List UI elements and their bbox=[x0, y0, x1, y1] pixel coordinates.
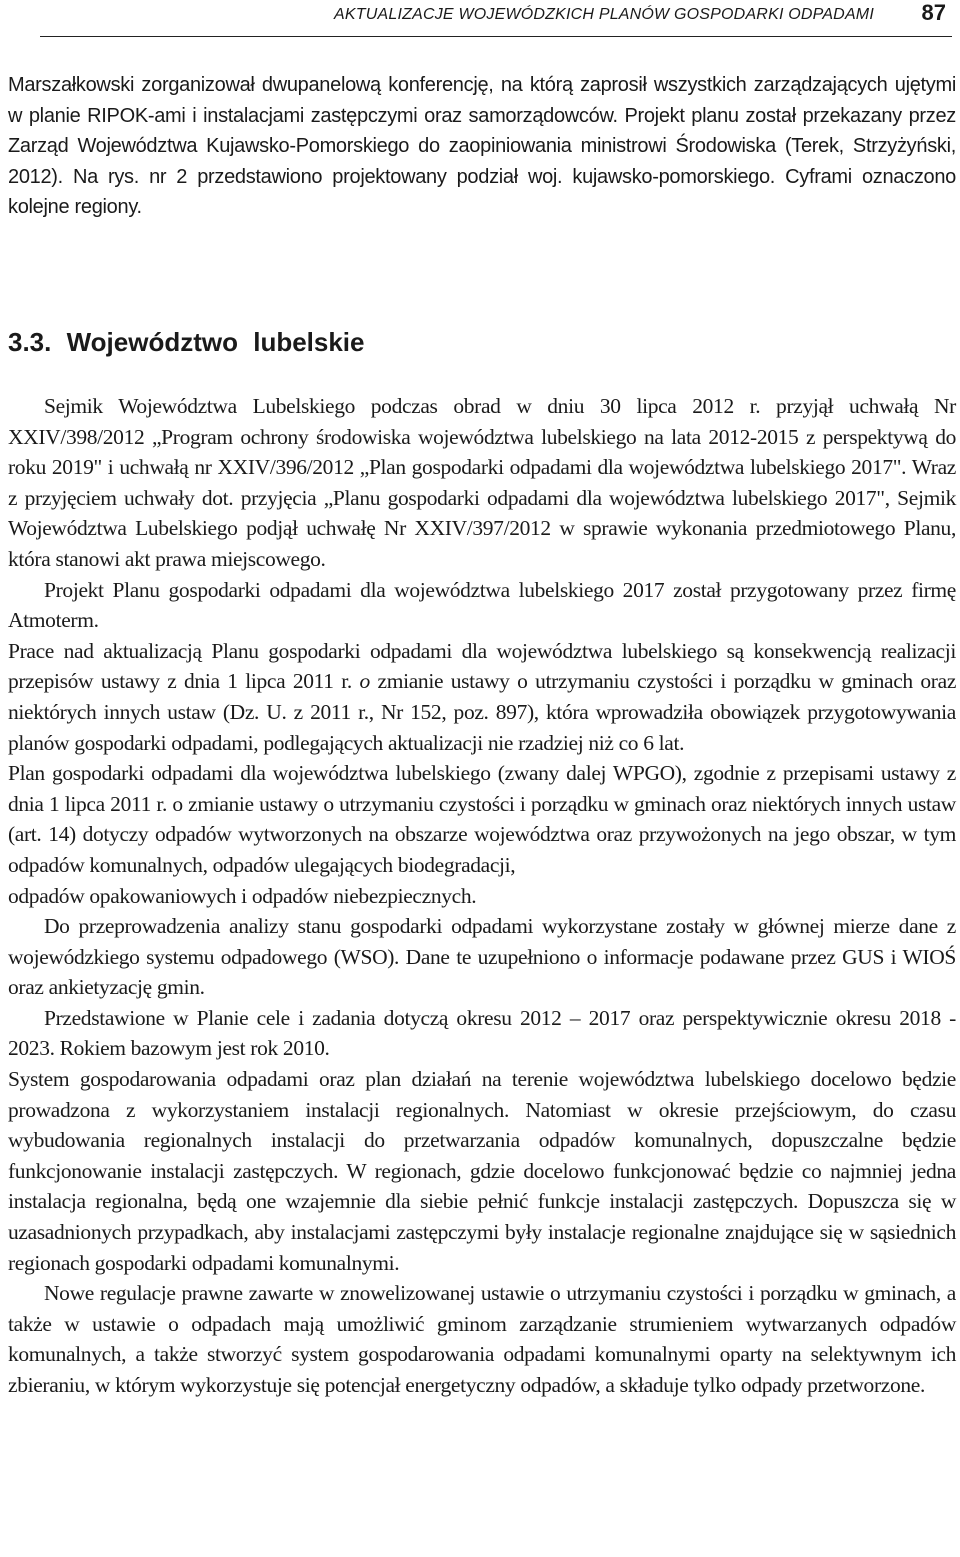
paragraph-prace-start: Prace nad aktualizacją Planu gospodarki odpadami dla województwa lubelskiego są konsekwencją realizacji przepisów ustawy z dnia 1 lipca 2011 r. bbox=[8, 638, 956, 694]
header-title: AKTUALIZACJE WOJEWÓDZKICH PLANÓW GOSPODARKI ODPADAMI bbox=[334, 6, 874, 23]
paragraph-analiza: Do przeprowadzenia analizy stanu gospodarki odpadami wykorzystane zostały w głównej mierze dane z wojewódzkiego systemu odpadowego (WSO). Dane te uzupełniono o informacje podawane przez GUS i WIOŚ oraz ankietyzację gmin. bbox=[8, 914, 956, 1000]
italic-o: o bbox=[359, 669, 370, 694]
section-title: Województwo lubelskie bbox=[66, 327, 365, 357]
paragraph-prace-end: zmianie ustawy o utrzymaniu czystości i porządku w gminach oraz niektórych innych ustaw (Dz. U. z 2011 r., Nr 152, poz. 897), która wprowadziła obowiązek przygotowywania planów gospodarki odpadami, podlegających aktualizacji nie rzadziej niż co 6 lat. bbox=[8, 669, 957, 755]
paragraph-sejmik: Sejmik Województwa Lubelskiego podczas obrad w dniu 30 lipca 2012 r. przyjął uchwałą Nr XXIV/398/2012 „Program ochrony środowiska województwa lubelskiego na lata 2012-2015 z perspektywą do roku 2019" i uchwałą nr XXIV/396/2012 „Plan gospodarki odpadami dla województwa lubelskiego 2017". Wraz z przyjęciem uchwały dot. przyjęcia „Planu gospodarki odpadami dla województwa lubelskiego 2017", Sejmik Województwa Lubelskiego podjął uchwałę Nr XXIV/397/2012 w sprawie wykonania przedmiotowego Planu, która stanowi akt prawa miejscowego. bbox=[8, 394, 956, 571]
section-heading bbox=[8, 327, 365, 358]
intro-paragraph: Marszałkowski zorganizował dwupanelową konferencję, na którą zaprosił wszystkich zarządzających ujętymi w planie RIPOK-ami i instalacjami zastępczymi oraz samorządowców. Projekt planu został przekazany przez Zarząd Województwa Kujawsko-Pomorskiego do zaopiniowania ministrowi Środowiska (Terek, Strzyżyński, 2012). Na rys. nr 2 przedstawiono projektowany podział woj. kujawsko-pomorskiego. Cyframi oznaczono kolejne regiony. bbox=[8, 74, 956, 219]
running-header bbox=[40, 0, 952, 37]
body-text bbox=[8, 391, 956, 1401]
paragraph-plan: Plan gospodarki odpadami dla województwa lubelskiego (zwany dalej WPGO), zgodnie z przepisami ustawy z dnia 1 lipca 2011 r. o zmianie ustawy o utrzymaniu czystości i porządku w gminach oraz niektórych innych ustaw (art. 14) dotyczy odpadów wytworzonych na obszarze województwa oraz przywożonych na jego obszar, w tym odpadów komunalnych, odpadów ulegających biodegradacji, bbox=[8, 761, 956, 877]
page-number: 87 bbox=[921, 0, 946, 25]
paragraph-regulacje: Nowe regulacje prawne zawarte w znowelizowanej ustawie o utrzymaniu czystości i porządku w gminach, a także w ustawie o odpadach mają umożliwić gminom zarządzanie strumieniem wytwarzanych odpadów komunalnych, a także stworzyć system gospodarowania odpadami komunalnymi oparty na selektywnym ich zbieraniu, w którym wykorzystuje się potencjał energetyczny odpadów, a składuje tylko odpady przetworzone. bbox=[8, 1281, 956, 1397]
paragraph-opakowaniowych: odpadów opakowaniowych i odpadów niebezpiecznych. bbox=[8, 883, 477, 908]
paragraph-system: System gospodarowania odpadami oraz plan działań na terenie województwa lubelskiego docelowo będzie prowadzona z wykorzystaniem instalacji regionalnych. Natomiast w okresie przejściowym, do czasu wybudowania regionalnych instalacji do przetwarzania odpadów komunalnych, dopuszczalne będzie funkcjonowanie instalacji zastępczych. W regionach, gdzie docelowo funkcjonować będzie co najmniej jedna instalacja regionalna, będą one wzajemnie dla siebie pełnić funkcje instalacji zastępczych. Dopuszcza się w uzasadnionych przypadkach, aby instalacjami zastępczymi były instalacje regionalne znajdujące się w sąsiednich regionach gospodarki odpadami komunalnymi. bbox=[8, 1067, 956, 1275]
paragraph-cele: Przedstawione w Planie cele i zadania dotyczą okresu 2012 – 2017 oraz perspektywicznie okresu 2018 - 2023. Rokiem bazowym jest rok 2010. bbox=[8, 1005, 956, 1061]
paragraph-projekt: Projekt Planu gospodarki odpadami dla województwa lubelskiego 2017 został przygotowany przez firmę Atmoterm. bbox=[8, 577, 956, 633]
section-number: 3.3. bbox=[8, 327, 52, 357]
paragraph-prace bbox=[8, 636, 956, 758]
